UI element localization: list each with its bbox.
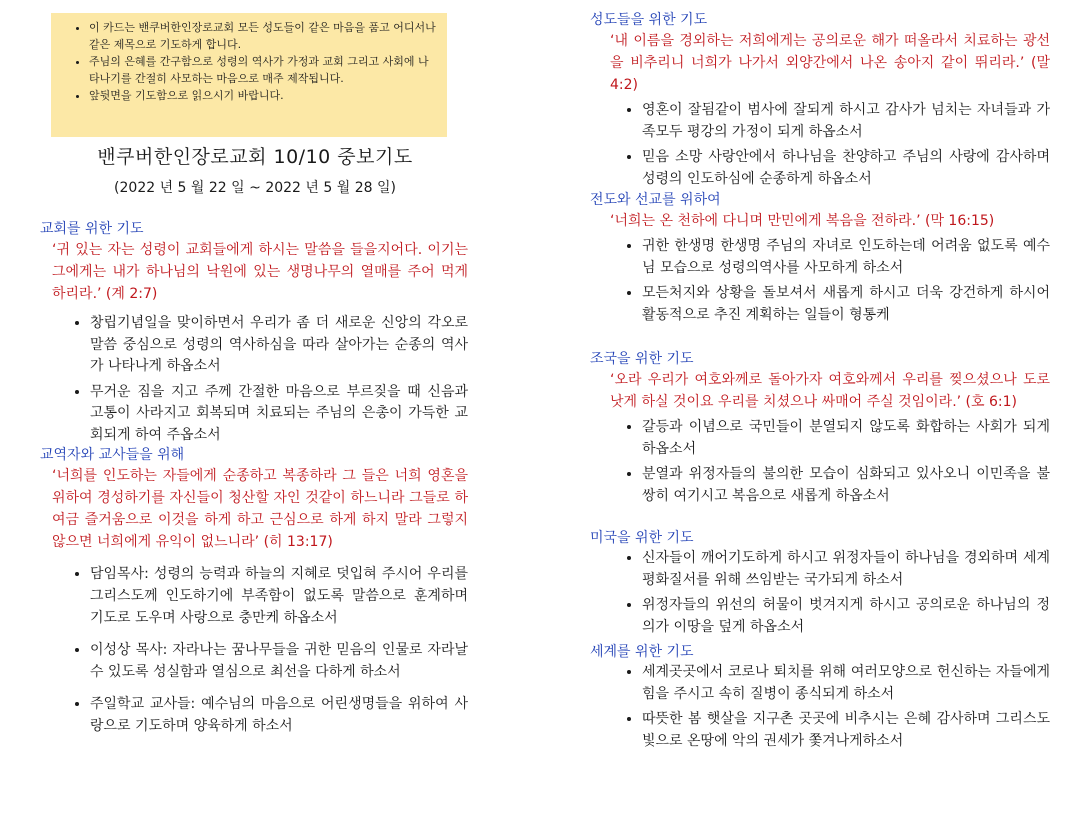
notice-item: • 이 카드는 밴쿠버한인장로교회 모든 성도들이 같은 마음을 품고 어디서나 같은 제목으로 기도하게 합니다. (89, 19, 437, 53)
section-verse: ‘귀 있는 자는 성령이 교회들에게 하시는 말씀을 들을지어다. 이기는 그에게는 내가 하나님의 낙원에 있는 생명나무의 열매를 주어 먹게 하리라.’ (계 2:7) (52, 242, 468, 302)
notice-box (51, 13, 447, 137)
list-item: • 영혼이 잘됨같이 범사에 잘되게 하시고 감사가 넘치는 자녀들과 가족모두 평강의 가정이 되게 하옵소서 (642, 100, 1050, 143)
section-saints (590, 10, 1050, 194)
notice-item: • 주님의 은혜를 간구함으로 성령의 역사가 가정과 교회 그리고 사회에 나타나기를 간절히 사모하는 마음으로 매주 제작됩니다. (89, 53, 437, 87)
section-verse: ‘너희는 온 천하에 다니며 만민에게 복음을 전하라.’ (막 16:15) (610, 213, 995, 229)
page-title: 밴쿠버한인장로교회 10/10 중보기도 (97, 146, 413, 168)
section-title: 교회를 위한 기도 (40, 221, 144, 237)
list-item: • 창립기념일을 맞이하면서 우리가 좀 더 새로운 신앙의 각오로 말씀 중심으로 성령의 역사하심을 따라 살아가는 순종의 역사가 나타나게 하옵소서 (90, 313, 468, 378)
list-item: • 모든처지와 상황을 돌보셔서 새롭게 하시고 더욱 강건하게 하시어 활동적으로 추진 계획하는 일들이 형통케 (642, 283, 1050, 326)
section-homeland (590, 349, 1050, 511)
notice-item: • 앞뒷면을 기도함으로 읽으시기 바랍니다. (89, 87, 437, 104)
section-title: 성도들을 위한 기도 (590, 12, 708, 28)
section-verse: ‘오라 우리가 여호와께로 돌아가자 여호와께서 우리를 찢으셨으나 도로 낫게 하실 것이요 우리를 치셨으나 싸매어 주실 것임이라.’ (호 6:1) (610, 372, 1050, 410)
list-item: • 이성상 목사: 자라나는 꿈나무들을 귀한 믿음의 인물로 자라날수 있도록 성실함과 열심으로 최선을 다하게 하소서 (90, 639, 468, 683)
section-world (590, 642, 1050, 756)
section-items (590, 548, 1050, 638)
section-items (590, 417, 1050, 507)
section-ministers (40, 445, 468, 741)
section-title: 세계를 위한 기도 (590, 644, 694, 660)
section-usa (590, 528, 1050, 642)
date-range: (2022 년 5 월 22 일 ~ 2022 년 5 월 28 일) (114, 180, 396, 196)
list-item: • 위정자들의 위선의 허물이 벗겨지게 하시고 공의로운 하나님의 정의가 이땅을 덮게 하옵소서 (642, 595, 1050, 638)
list-item: • 분열과 위정자들의 불의한 모습이 심화되고 있사오니 이민족을 불쌍히 여기시고 복음으로 새롭게 하옵소서 (642, 464, 1050, 507)
section-items (40, 313, 468, 446)
section-verse: ‘내 이름을 경외하는 저희에게는 공의로운 해가 떠올라서 치료하는 광선을 비추리니 너희가 나가서 외양간에서 나온 송아지 같이 뛰리라.’ (말 4:2) (610, 33, 1050, 93)
section-verse: ‘너희를 인도하는 자들에게 순종하고 복종하라 그 들은 너희 영혼을 위하여 경성하기를 자신들이 청산할 자인 것같이 하느니라 그들로 하여금 즐거움으로 이것을 하게 하고 근심으로 하게 하지 말라 그렇지 않으면 너희에게 유익이 없느니라’ (히 13:17) (52, 468, 468, 550)
list-item: • 무거운 짐을 지고 주께 간절한 마음으로 부르짖을 때 신음과 고통이 사라지고 회복되며 치료되는 주님의 은총이 가득한 교회되게 하여 주옵소서 (90, 382, 468, 447)
section-items (40, 563, 468, 737)
list-item: • 세계곳곳에서 코로나 퇴치를 위해 여러모양으로 헌신하는 자들에게 힘을 주시고 속히 질병이 종식되게 하소서 (642, 662, 1050, 705)
notice-list (67, 19, 437, 104)
section-title: 미국을 위한 기도 (590, 530, 694, 546)
list-item: • 믿음 소망 사랑안에서 하나님을 찬양하고 주님의 사랑에 감사하며 성령의 인도하심에 순종하게 하옵소서 (642, 147, 1050, 190)
list-item: • 귀한 한생명 한생명 주님의 자녀로 인도하는데 어려움 없도록 예수님 모습으로 성령의역사를 사모하게 하소서 (642, 236, 1050, 279)
list-item: • 신자들이 깨어기도하게 하시고 위정자들이 하나님을 경외하며 세계평화질서를 위해 쓰임받는 국가되게 하소서 (642, 548, 1050, 591)
section-title: 교역자와 교사들을 위해 (40, 447, 185, 463)
list-item: • 갈등과 이념으로 국민들이 분열되지 않도록 화합하는 사회가 되게 하옵소서 (642, 417, 1050, 460)
section-title: 조국을 위한 기도 (590, 351, 694, 367)
list-item: • 따뜻한 봄 햇살을 지구촌 곳곳에 비추시는 은혜 감사하며 그리스도빛으로 온땅에 악의 권세가 쫓겨나게하소서 (642, 709, 1050, 752)
list-item: • 주일학교 교사들: 예수님의 마음으로 어린생명들을 위하여 사랑으로 기도하며 양육하게 하소서 (90, 693, 468, 737)
section-items (590, 100, 1050, 190)
section-evangelism (590, 190, 1050, 330)
section-title: 전도와 선교를 위하여 (590, 192, 721, 208)
section-items (590, 236, 1050, 326)
section-items (590, 662, 1050, 752)
section-church (40, 219, 468, 450)
list-item: • 담임목사: 성령의 능력과 하늘의 지혜로 덧입혀 주시어 우리를 그리스도께 인도하기에 부족함이 없도록 말씀으로 훈계하며 기도로 도우며 사랑으로 충만케 하옵소서 (90, 563, 468, 629)
